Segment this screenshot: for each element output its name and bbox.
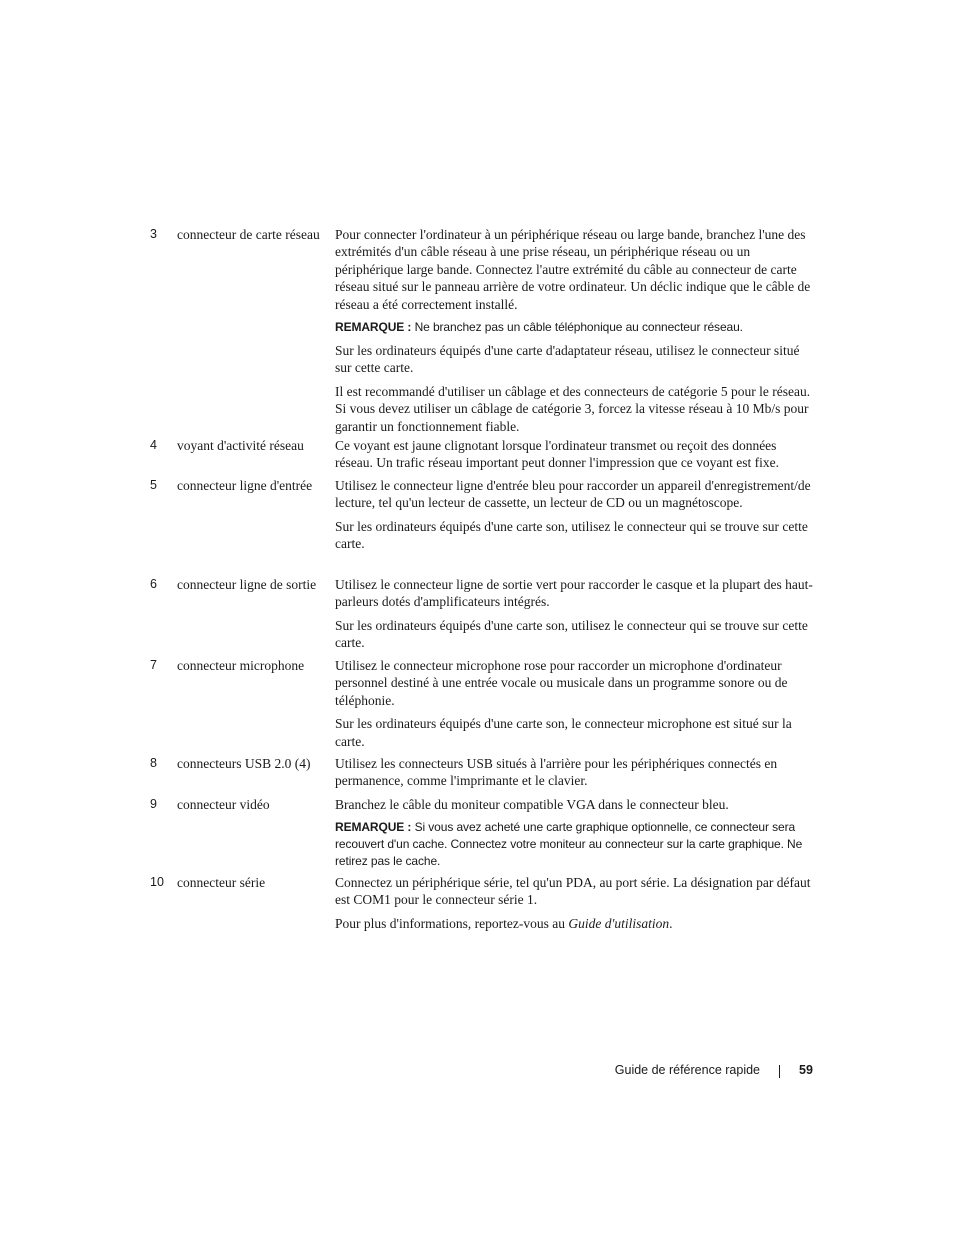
description-paragraph: Il est recommandé d'utiliser un câblage et des connecteurs de catégorie 5 pour le réseau. Si vous devez utiliser un câblage de catégorie 3, forcez la vitesse réseau à 10 Mb/s pour garantir un fonctionnement fiable. (335, 383, 811, 434)
description-paragraph: Utilisez le connecteur ligne de sortie vert pour raccorder le casque et la plupart des haut-parleurs dotés d'amplificateurs intégrés. (335, 577, 813, 610)
row-description (335, 755, 813, 796)
footer-divider (779, 1065, 780, 1078)
description-paragraph: Pour connecter l'ordinateur à un périphérique réseau ou large bande, branchez l'une des extrémités d'un câble réseau à une prise réseau, un périphérique réseau ou un périphérique large bande. Connectez l'autre extrémité du câble au connecteur de carte réseau situé sur le panneau arrière de votre ordinateur. Un déclic indique que le câble de réseau a été correctement installé. (335, 227, 811, 312)
description-paragraph (335, 915, 813, 932)
footer-title: Guide de référence rapide (614, 1063, 760, 1077)
row-description (335, 576, 813, 658)
row-label: connecteur microphone (177, 658, 305, 673)
row-description (335, 874, 813, 938)
reference-prefix: Pour plus d'informations, reportez-vous au (335, 915, 569, 931)
description-paragraph: Connectez un périphérique série, tel qu'un PDA, au port série. La désignation par défaut est COM1 pour le connecteur série 1. (335, 875, 811, 908)
row-number: 7 (150, 658, 157, 672)
note-label: REMARQUE : (335, 320, 412, 335)
description-paragraph: Branchez le câble du moniteur compatible VGA dans le connecteur bleu. (335, 797, 729, 812)
note-text: Si vous avez acheté une carte graphique optionnelle, ce connecteur sera recouvert d'un cache. Connectez votre moniteur au connecteur sur la carte graphique. Ne retirez pas le cache. (335, 820, 803, 869)
row-number: 8 (150, 756, 157, 770)
row-label: voyant d'activité réseau (177, 438, 304, 453)
description-paragraph: Sur les ordinateurs équipés d'une carte d'adaptateur réseau, utilisez le connecteur situé sur cette carte. (335, 343, 800, 376)
note-text: Ne branchez pas un câble téléphonique au connecteur réseau. (414, 320, 743, 335)
description-paragraph: Sur les ordinateurs équipés d'une carte son, le connecteur microphone est situé sur la carte. (335, 716, 792, 749)
description-paragraph: Utilisez les connecteurs USB situés à l'arrière pour les périphériques connectés en permanence, comme l'imprimante et le clavier. (335, 756, 778, 789)
row-description (335, 477, 813, 559)
note (335, 819, 813, 870)
page-number: 59 (799, 1063, 813, 1077)
description-paragraph: Sur les ordinateurs équipés d'une carte son, utilisez le connecteur qui se trouve sur cette carte. (335, 617, 808, 651)
row-label: connecteur ligne de sortie (177, 577, 317, 592)
row-number: 3 (150, 227, 157, 241)
row-number: 4 (150, 438, 157, 452)
reference-suffix: . (669, 915, 673, 931)
row-description (335, 657, 813, 756)
row-label: connecteurs USB 2.0 (4) (177, 756, 311, 771)
row-number: 5 (150, 478, 157, 492)
row-label: connecteur ligne d'entrée (177, 478, 313, 493)
guide-title: Guide d'utilisation (568, 915, 670, 931)
description-paragraph: Ce voyant est jaune clignotant lorsque l'ordinateur transmet ou reçoit des données réseau. Un trafic réseau important peut donner l'impression que ce voyant est fixe. (335, 438, 780, 471)
note (335, 319, 813, 336)
row-label: connecteur série (177, 875, 266, 890)
note-label: REMARQUE : (335, 820, 412, 835)
row-label: connecteur de carte réseau (177, 227, 320, 242)
row-label: connecteur vidéo (177, 797, 270, 812)
row-description (335, 226, 813, 441)
description-paragraph: Utilisez le connecteur ligne d'entrée bleu pour raccorder un appareil d'enregistrement/de lecture, tel qu'un lecteur de cassette, un lecteur de CD ou un magnétoscope. (335, 478, 811, 511)
page-footer (0, 1062, 954, 1082)
description-paragraph: Sur les ordinateurs équipés d'une carte son, utilisez le connecteur qui se trouve sur cette carte. (335, 518, 808, 552)
row-description (335, 796, 813, 876)
description-paragraph: Utilisez le connecteur microphone rose pour raccorder un microphone d'ordinateur personnel destiné à une entrée vocale ou musicale dans un programme sonore ou de téléphonie. (335, 658, 788, 708)
row-number: 9 (150, 797, 157, 811)
row-number: 6 (150, 577, 157, 591)
row-number: 10 (150, 875, 164, 889)
row-description (335, 437, 813, 478)
